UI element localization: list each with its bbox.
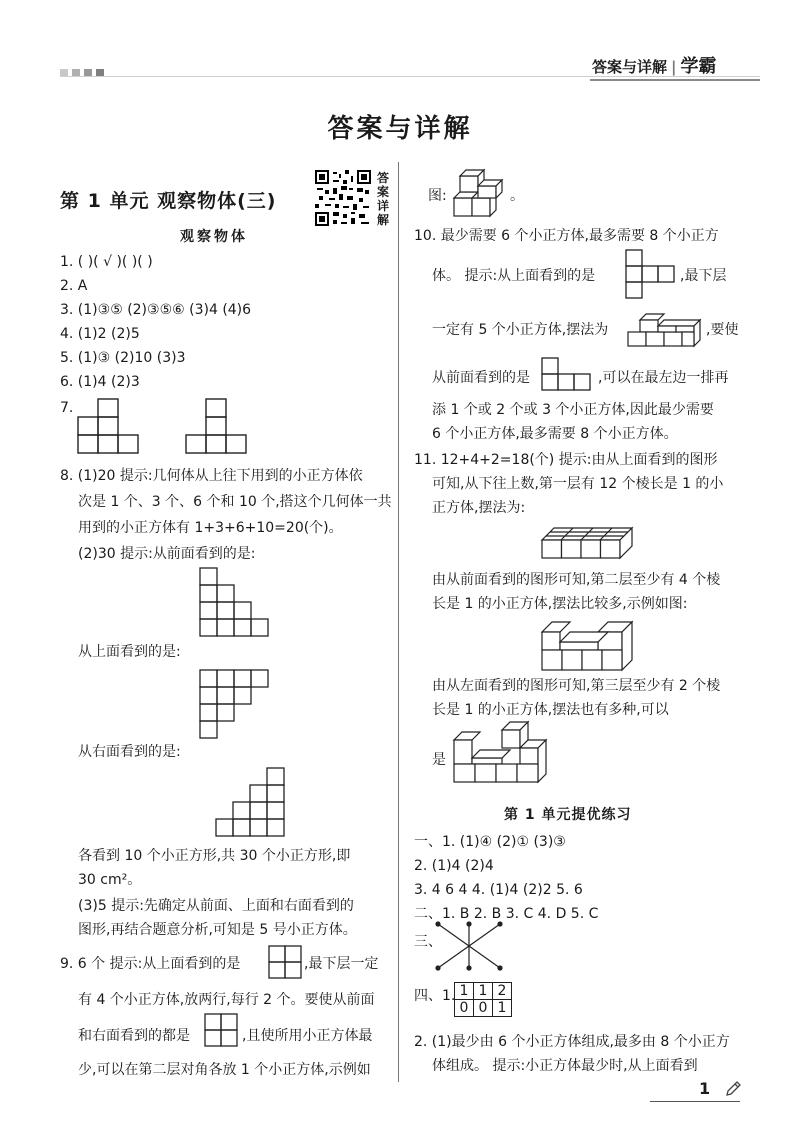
right-top-label: 图: (428, 188, 447, 204)
q9-front-view-grid (203, 1012, 239, 1048)
header-title (592, 52, 760, 78)
qr-label-char: 答 (376, 171, 389, 185)
answer-q10-line4b: ,可以在最左边一排再 (598, 370, 729, 386)
answer-q8-conclusion1: 各看到 10 个小正方形,共 30 个小正方形,即 (78, 848, 351, 864)
qr-label-char: 案 (376, 185, 389, 199)
answer-q10-line1: 10. 最少需要 6 个小正方体,最多需要 8 个小正方 (414, 228, 719, 244)
practice-answer-2: 2. (1)4 (2)4 (414, 858, 494, 874)
answer-q10-line3a: 一定有 5 个小正方体,摆法为 (432, 322, 609, 338)
answer-q8-line1: 8. (1)20 提示:几何体从上往下用到的小正方体依 (60, 468, 363, 484)
answer-q10-line4a: 从前面看到的是 (432, 370, 530, 386)
answer-q4: 4. (1)2 (2)5 (60, 326, 140, 342)
answer-q9-line1a: 9. 6 个 提示:从上面看到的是 (60, 956, 241, 972)
answer-q10-line2a: 体。 提示:从上面看到的是 (432, 268, 596, 284)
column-divider (398, 162, 399, 1082)
answer-q8-line2: 次是 1 个、3 个、6 个和 10 个,搭这个几何体一共 (78, 494, 392, 510)
q9-top-view-grid (267, 944, 303, 980)
qr-label-char: 解 (376, 213, 389, 227)
q7-figure-left (76, 398, 142, 456)
q11-layer1-figure (540, 520, 636, 562)
section-heading-observe: 观察物体 (180, 229, 248, 245)
header-title-text: 答案与详解 (592, 58, 668, 76)
answer-q10-line5: 添 1 个或 2 个或 3 个小正方体,因此最少需要 (432, 402, 714, 418)
answer-q5: 5. (1)③ (2)10 (3)3 (60, 350, 186, 366)
grid-cell: 1 (474, 983, 493, 1000)
practice-answer-7-line1: 2. (1)最少由 6 个小正方体组成,最多由 8 个小正方 (414, 1034, 730, 1050)
answer-q2: 2. A (60, 278, 88, 294)
answer-q11-line8: 是 (432, 752, 446, 768)
unit-title: 第 1 单元 观察物体(三) (60, 190, 277, 212)
page-title: 答案与详解 (327, 114, 473, 144)
q10-arrangement-figure (626, 306, 702, 348)
answer-q9-line3a: 和右面看到的都是 (78, 1028, 190, 1044)
answer-q10-line6: 6 个小正方体,最多需要 8 个小正方体。 (432, 426, 678, 442)
pencil-icon (724, 1080, 742, 1098)
section-heading-practice: 第 1 单元提优练习 (504, 807, 632, 823)
grid-cell: 0 (474, 1000, 493, 1017)
brand-logo: 学霸 (680, 56, 717, 77)
practice-answer-5: 三、 (414, 934, 442, 950)
top-view-label: 从上面看到的是: (78, 644, 181, 660)
answer-number-grid (454, 982, 512, 1017)
answer-q11-line7: 长是 1 的小正方体,摆法也有多种,可以 (432, 702, 669, 718)
answer-q8-line3: 用到的小正方体有 1+3+6+10=20(个)。 (78, 520, 343, 536)
answer-q10-line3b: ,要使 (706, 322, 739, 338)
matching-lines-figure (432, 918, 506, 974)
answer-q8-part3b: 图形,再结合题意分析,可知是 5 号小正方体。 (78, 922, 357, 938)
front-view-figure (198, 566, 270, 638)
q10-front-view-figure (540, 356, 596, 394)
answer-q11-line6: 由从左面看到的图形可知,第三层至少有 2 个棱 (432, 678, 721, 694)
practice-answer-1: 一、1. (1)④ (2)① (3)③ (414, 834, 566, 850)
answer-q3: 3. (1)③⑤ (2)③⑤⑥ (3)4 (4)6 (60, 302, 252, 318)
qr-code (315, 170, 371, 226)
grid-cell: 0 (455, 1000, 474, 1017)
grid-cell: 2 (493, 983, 512, 1000)
answer-q11-line4: 由从前面看到的图形可知,第二层至少有 4 个棱 (432, 572, 721, 588)
answer-q9-line2: 有 4 个小正方体,放两行,每行 2 个。要使从前面 (78, 992, 375, 1008)
answer-q11-line3: 正方体,摆法为: (432, 500, 526, 516)
answer-q6: 6. (1)4 (2)3 (60, 374, 140, 390)
right-view-label: 从右面看到的是: (78, 744, 181, 760)
answer-q1: 1. ( )( √ )( )( ) (60, 254, 153, 270)
practice-answer-7-line2: 体组成。 提示:小正方体最少时,从上面看到 (432, 1058, 698, 1074)
answer-q8-conclusion2: 30 cm²。 (78, 872, 142, 888)
right-top-period: 。 (510, 188, 524, 204)
header-rule-thick (590, 79, 760, 81)
practice-answer-3: 3. 4 6 4 4. (1)4 (2)2 5. 6 (414, 882, 583, 898)
grid-cell: 1 (493, 1000, 512, 1017)
grid-cell: 1 (455, 983, 474, 1000)
answer-q7: 7. (60, 400, 74, 416)
qr-label-char: 详 (376, 199, 389, 213)
practice-answer-4: 二、1. B 2. B 3. C 4. D 5. C (414, 906, 599, 922)
top-view-figure (198, 668, 270, 740)
qr-label (375, 171, 391, 227)
q10-top-view-cross (624, 248, 678, 302)
footer-rule (650, 1101, 740, 1102)
answer-q8-part3a: (3)5 提示:先确定从前面、上面和右面看到的 (78, 898, 354, 914)
q11-layer2-figure (540, 612, 636, 672)
answer-q8-part2: (2)30 提示:从前面看到的是: (78, 546, 256, 562)
answer-q11-line1: 11. 12+4+2=18(个) 提示:由从上面看到的图形 (414, 452, 718, 468)
answer-q11-line2: 可知,从下往上数,第一层有 12 个棱长是 1 的小 (432, 476, 724, 492)
q9-isometric-figure (450, 162, 508, 220)
right-view-figure (214, 766, 286, 838)
page-number: 1 (699, 1079, 711, 1098)
answer-q11-line5: 长是 1 的小正方体,摆法比较多,示例如图: (432, 596, 688, 612)
answer-q10-line2b: ,最下层 (680, 268, 727, 284)
answer-q9-line4: 少,可以在第二层对角各放 1 个小正方体,示例如 (78, 1062, 371, 1078)
header-separator: | (671, 58, 677, 76)
answer-q9-line1b: ,最下层一定 (304, 956, 379, 972)
q11-layer3-figure (452, 718, 548, 786)
practice-answer-6: 四、1. (414, 988, 456, 1004)
q7-figure-right (184, 398, 250, 456)
answer-q9-line3b: ,且使所用小正方体最 (242, 1028, 373, 1044)
